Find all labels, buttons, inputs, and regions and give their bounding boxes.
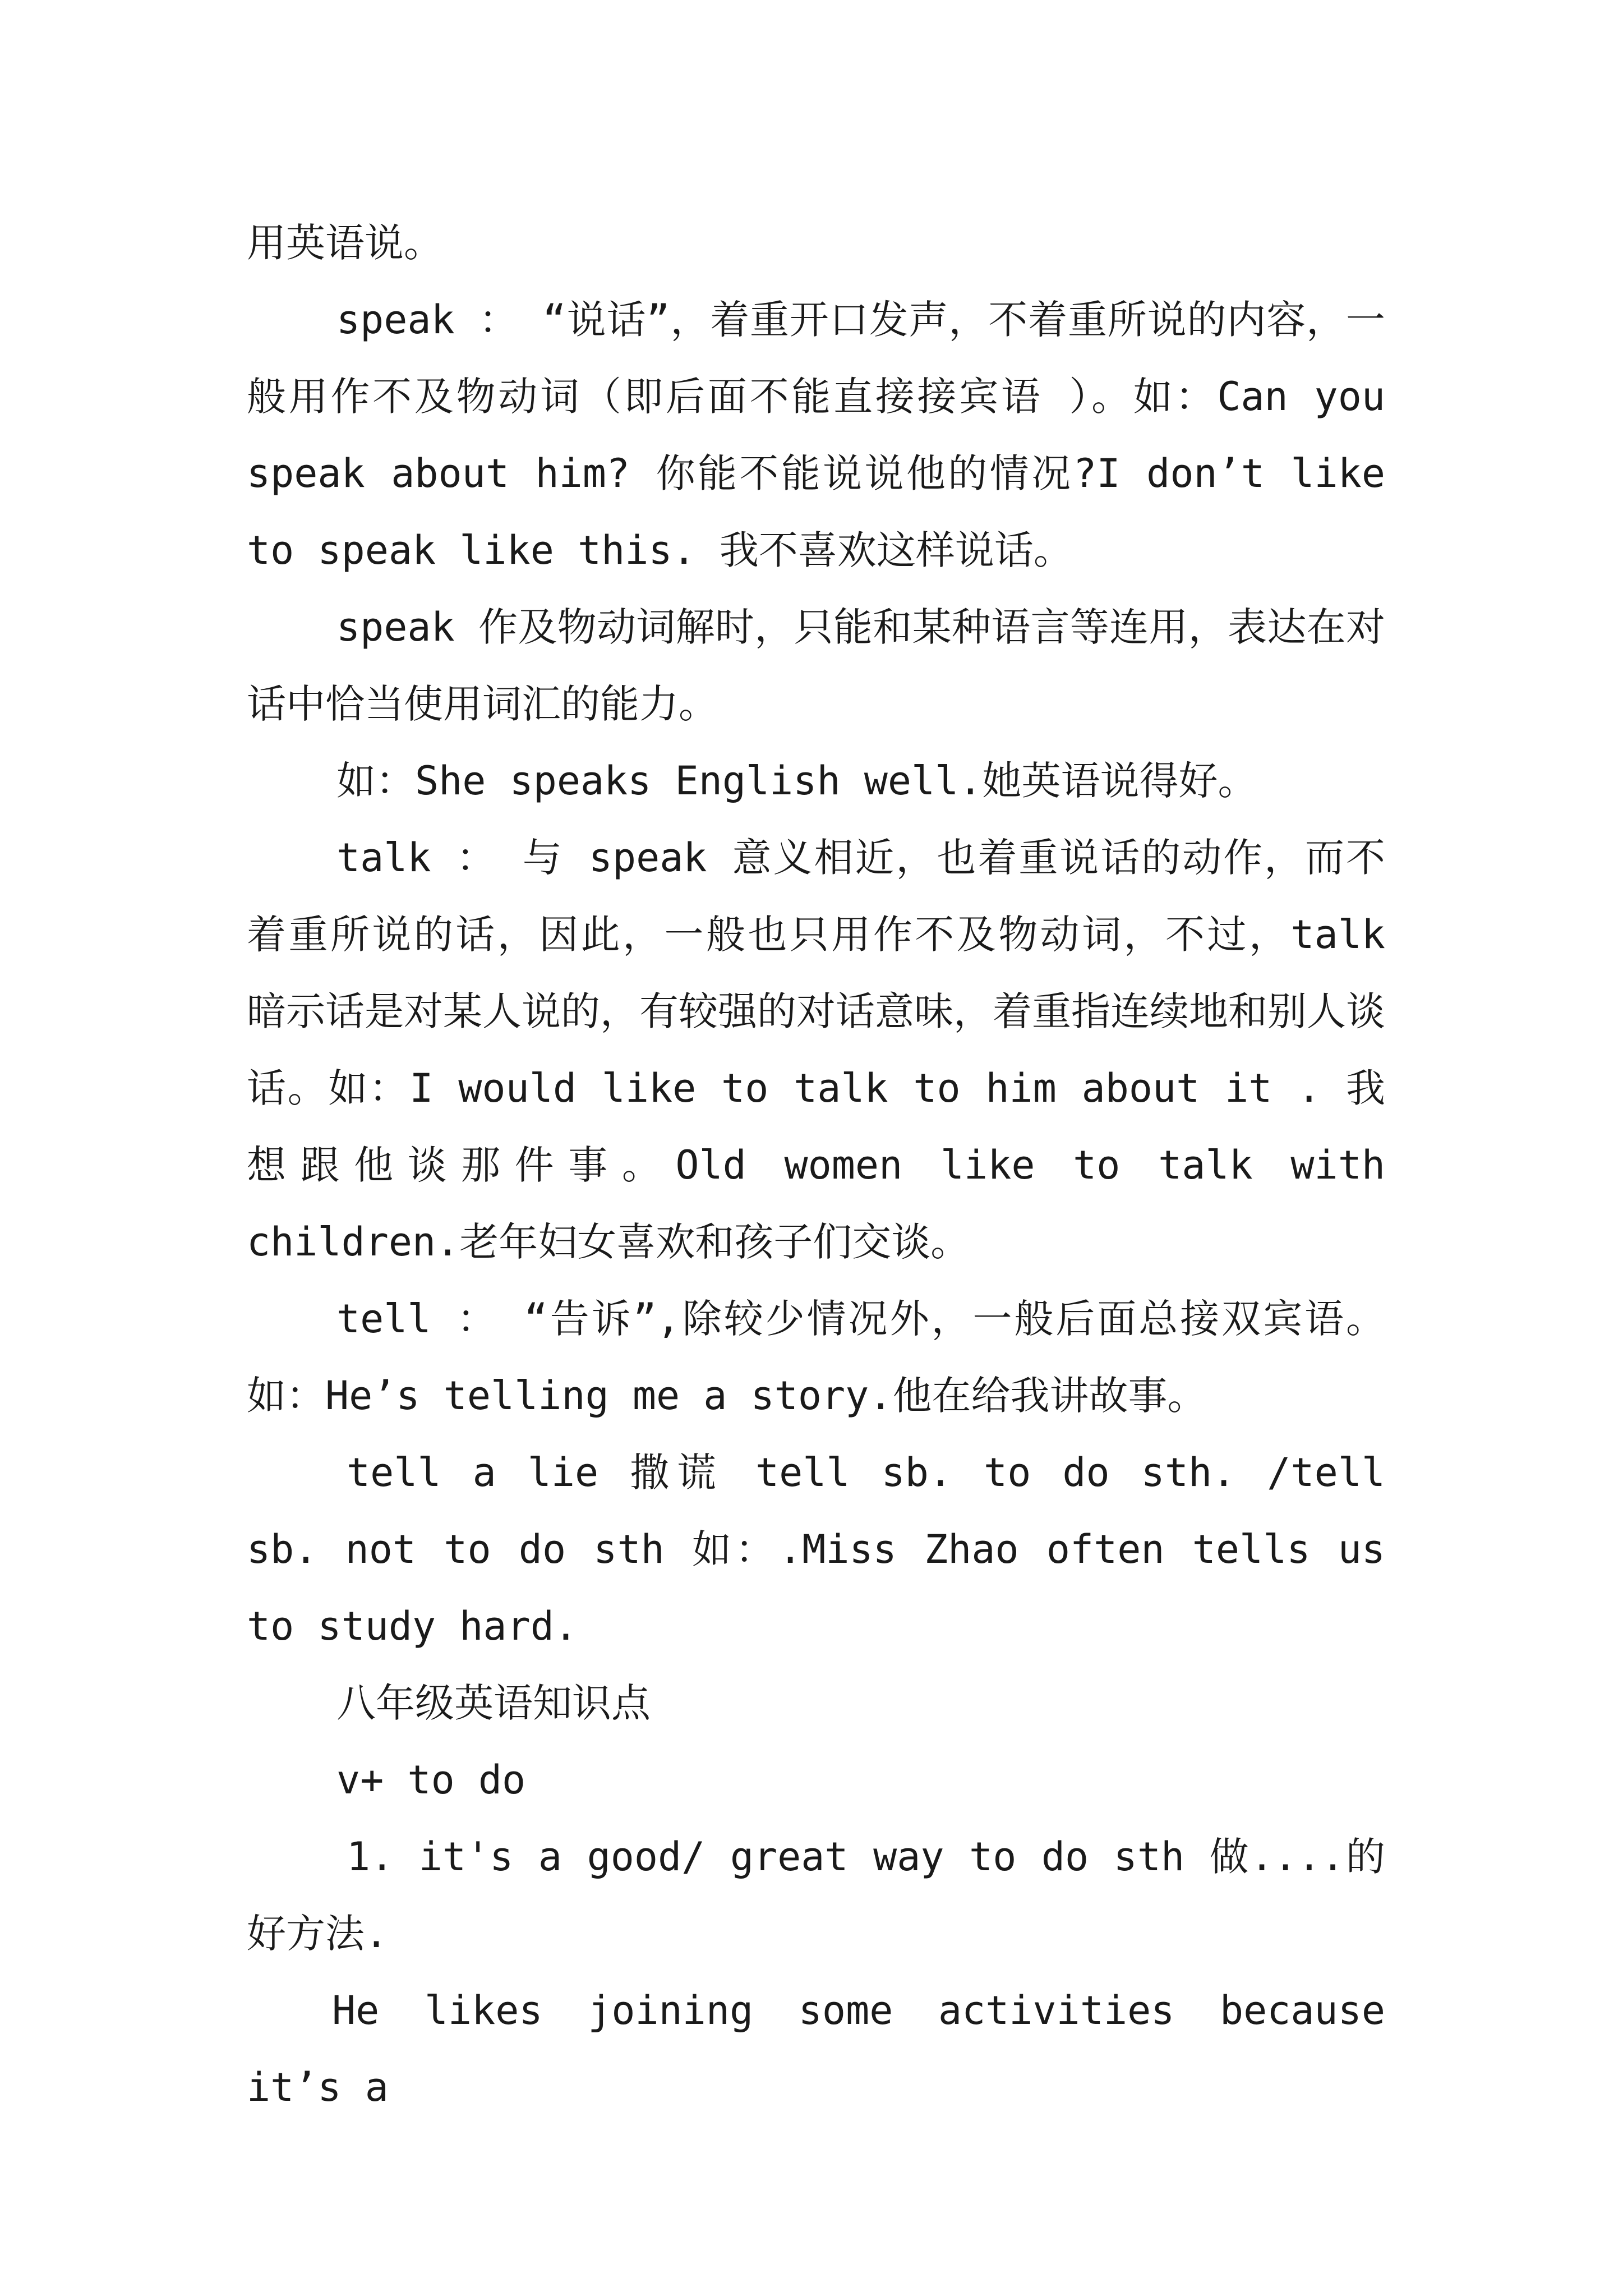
paragraph-example-sentence: He likes joining some activities because it’s a xyxy=(247,1987,1385,2110)
paragraph-tell-phrases: tell a lie 撒谎 tell sb. to do sth. /tell sb. not to do sth 如：.Miss Zhao often tells us to study hard. xyxy=(247,1450,1385,1649)
section-heading: 八年级英语知识点 xyxy=(336,1680,651,1726)
document-body xyxy=(247,205,1385,2126)
paragraph-tell-definition: tell ： “告诉”,除较少情况外，一般后面总接双宾语。如：He’s telling me a story.他在给我讲故事。 xyxy=(247,1296,1385,1419)
paragraph-continuation: 用英语说。 xyxy=(247,220,443,266)
subsection-heading: v+ to do xyxy=(336,1757,526,1803)
paragraph-speak-transitive: speak 作及物动词解时，只能和某种语言等连用，表达在对话中恰当使用词汇的能力。 xyxy=(247,604,1385,727)
paragraph-talk-definition: talk ： 与 speak 意义相近，也着重说话的动作，而不着重所说的话，因此，一般也只用作不及物动词，不过，talk 暗示话是对某人说的，有较强的对话意味，着重指连续地和别人谈话。如：I would like to talk to him about it . 我想跟他谈那件事。Old women like to talk with children.老年妇女喜欢和孩子们交谈。 xyxy=(247,835,1385,1265)
paragraph-speak-example: 如：She speaks English well.她英语说得好。 xyxy=(336,758,1257,804)
list-item-1: 1. it's a good/ great way to do sth 做....的好方法. xyxy=(247,1834,1385,1957)
paragraph-speak-definition: speak ： “说话”，着重开口发声，不着重所说的内容，一般用作不及物动词（即后面不能直接接宾语 ）。如：Can you speak about him? 你能不能说说他的情况?I don’t like to speak like this. 我不喜欢这样说话。 xyxy=(247,297,1385,573)
